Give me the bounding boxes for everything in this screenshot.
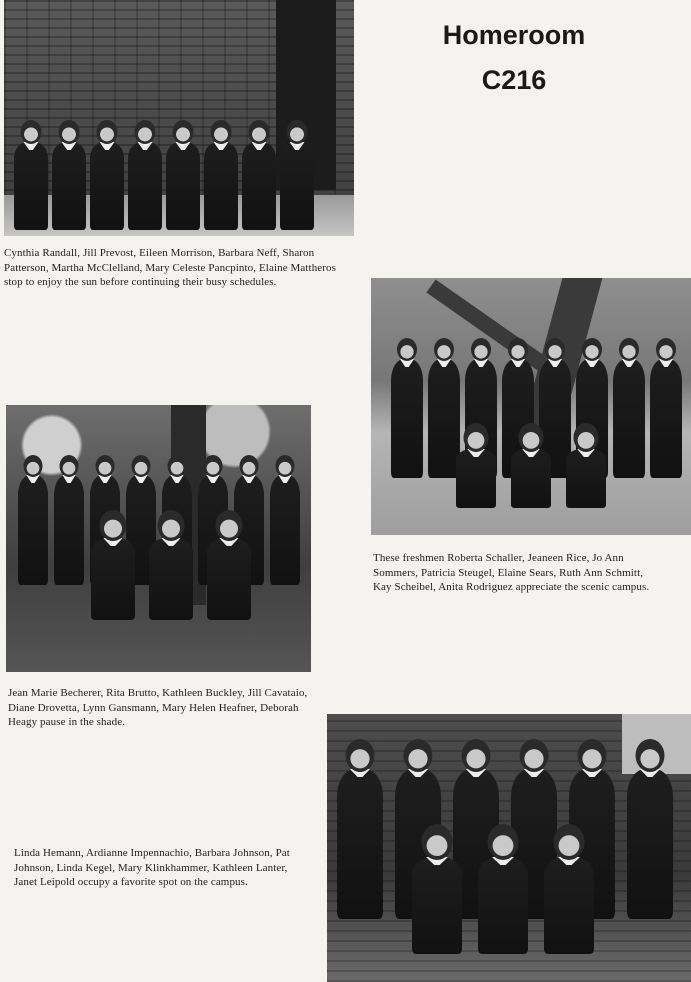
student-figure bbox=[91, 510, 135, 620]
group-photo-1 bbox=[4, 0, 354, 236]
student-figure bbox=[613, 338, 645, 478]
student-figure bbox=[456, 423, 496, 508]
student-figure bbox=[242, 120, 276, 230]
page-title: Homeroom bbox=[442, 20, 586, 50]
student-figure bbox=[166, 120, 200, 230]
group-photo-4 bbox=[327, 714, 691, 982]
group-photo-3 bbox=[6, 405, 311, 672]
student-figure bbox=[478, 824, 528, 954]
student-figure bbox=[207, 510, 251, 620]
student-figure bbox=[90, 120, 124, 230]
student-figure bbox=[650, 338, 682, 478]
photo1-caption: Cynthia Randall, Jill Prevost, Eileen Morrison, Barbara Neff, Sharon Patterson, Martha McClelland, Mary Celeste Pancpinto, Elaine Mattheros stop to enjoy the sun before continuing their busy schedules. bbox=[4, 247, 337, 288]
student-figure bbox=[337, 739, 383, 919]
student-figure bbox=[128, 120, 162, 230]
student-figure bbox=[544, 824, 594, 954]
homeroom-number: C216 bbox=[481, 65, 547, 95]
student-figure bbox=[52, 120, 86, 230]
student-figure bbox=[412, 824, 462, 954]
student-figure bbox=[511, 423, 551, 508]
student-figure bbox=[391, 338, 423, 478]
student-figure bbox=[280, 120, 314, 230]
student-figure bbox=[627, 739, 673, 919]
student-figure bbox=[18, 455, 48, 585]
student-figure bbox=[566, 423, 606, 508]
group-photo-2 bbox=[371, 278, 691, 535]
student-figure bbox=[14, 120, 48, 230]
photo4-caption: Linda Hemann, Ardianne Impennachio, Barbara Johnson, Pat Johnson, Linda Kegel, Mary Klinkhammer, Kathleen Lanter, Janet Leipold occupy a favorite spot on the campus. bbox=[14, 847, 290, 888]
student-figure bbox=[149, 510, 193, 620]
student-figure bbox=[204, 120, 238, 230]
photo2-caption: These freshmen Roberta Schaller, Jeaneen Rice, Jo Ann Sommers, Patricia Steugel, Elaine Sears, Ruth Ann Schmitt, Kay Scheibel, Anita Rodriguez appreciate the scenic campus. bbox=[373, 552, 650, 593]
student-figure bbox=[270, 455, 300, 585]
student-figure bbox=[54, 455, 84, 585]
photo3-caption: Jean Marie Becherer, Rita Brutto, Kathleen Buckley, Jill Cavataio, Diane Drovetta, Lynn Gansmann, Mary Helen Heafner, Deborah Heagy pause in the shade. bbox=[8, 687, 308, 728]
